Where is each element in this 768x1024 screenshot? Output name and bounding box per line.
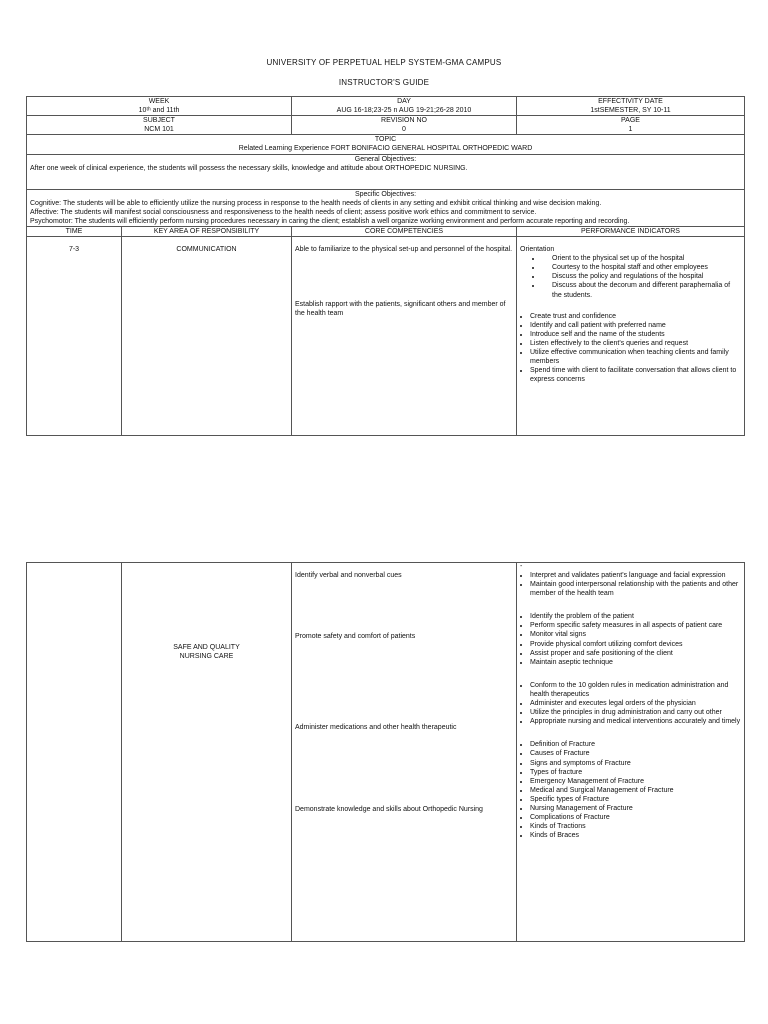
time-cell: 7-3 <box>27 237 122 436</box>
general-objectives-text: After one week of clinical experience, the students will possess the necessary skills, knowledge and attitude about ORTHOPEDIC NURSING. <box>30 164 468 172</box>
core-competencies-safety <box>292 563 517 942</box>
general-objectives-row <box>27 154 745 189</box>
competency-orthopedic: Demonstrate knowledge and skills about Orthopedic Nursing <box>295 806 483 814</box>
effectivity-value: 1stSEMESTER, SY 10-11 <box>590 107 671 115</box>
indicators-communication <box>517 237 745 436</box>
list-item: • Conform to the 10 golden rules in medication administration and health therapeutics <box>530 681 741 699</box>
revision-cell <box>292 116 517 135</box>
list-item: • Identify the problem of the patient <box>530 612 741 621</box>
list-item: • Utilize the principles in drug administration and carry out other <box>530 708 741 717</box>
list-item: • Spend time with client to facilitate conversation that allows client to express concerns <box>530 366 741 384</box>
page-cell <box>517 116 745 135</box>
medications-list <box>520 681 741 726</box>
week-cell <box>27 97 292 116</box>
day-cell <box>292 97 517 116</box>
list-item: • Causes of Fracture <box>530 749 741 758</box>
verbal-cues-list <box>520 571 741 598</box>
key-area-communication: COMMUNICATION <box>122 237 292 436</box>
time-cell-empty <box>27 563 122 942</box>
specific-objectives-row <box>27 189 745 226</box>
competency-medications: Administer medications and other health therapeutic <box>295 724 457 732</box>
indicators-safety <box>517 563 745 942</box>
list-item: • Kinds of Tractions <box>530 822 741 831</box>
list-item: • Interpret and validates patient's language and facial expression <box>530 571 741 580</box>
list-item: • Provide physical comfort utilizing comfort devices <box>530 640 741 649</box>
rapport-list <box>520 312 741 385</box>
key-area-safety-line1: SAFE AND QUALITY <box>173 643 240 651</box>
key-area-safety <box>122 563 292 942</box>
list-item: • Listen effectively to the client's queries and request <box>530 339 741 348</box>
psychomotor-objective: Psychomotor: The students will efficiently perform nursing procedures necessary in caring the client; establish a well organize working environment and perform accurate reporting and recording. <box>30 217 630 225</box>
list-item: • Maintain aseptic technique <box>530 658 741 667</box>
col-key-area-header: KEY AREA OF RESPONSIBILITY <box>122 226 292 236</box>
cognitive-objective: Cognitive: The students will be able to efficiently utilize the nursing process in response to the health needs of clients in any setting and exhibit critical thinking and wise decision making. <box>30 199 602 207</box>
specific-objectives-cell <box>27 189 745 226</box>
list-item: • Utilize effective communication when teaching clients and family members <box>530 348 741 366</box>
effectivity-label: EFFECTIVITY DATE <box>598 98 663 105</box>
list-item: • Kinds of Braces <box>530 831 741 840</box>
week-label: WEEK <box>148 98 170 105</box>
list-item: • Create trust and confidence <box>530 312 741 321</box>
top-mark: - <box>520 563 523 570</box>
list-item: • Courtesy to the hospital staff and other employees <box>542 263 741 272</box>
info-row-2 <box>27 116 745 135</box>
day-value: AUG 16-18;23-25 n AUG 19-21;26-28 2010 <box>336 107 472 115</box>
orientation-list <box>520 254 741 299</box>
guide-table-page1 <box>26 96 745 436</box>
list-item: • Appropriate nursing and medical interventions accurately and timely <box>530 717 741 726</box>
list-item: • Discuss the policy and regulations of the hospital <box>542 272 741 281</box>
list-item: • Signs and symptoms of Fracture <box>530 759 741 768</box>
list-item: • Perform specific safety measures in all aspects of patient care <box>530 621 741 630</box>
col-indicators-header: PERFORMANCE INDICATORS <box>517 226 745 236</box>
list-item: • Medical and Surgical Management of Fracture <box>530 786 741 795</box>
orthopedic-list <box>520 740 741 840</box>
affective-objective: Affective: The students will manifest social consciousness and responsiveness to the health needs of client; assess positive work ethics and commitment to service. <box>30 208 537 216</box>
university-name: UNIVERSITY OF PERPETUAL HELP SYSTEM-GMA CAMPUS <box>266 58 502 67</box>
col-core-header: CORE COMPETENCIES <box>292 226 517 236</box>
list-item: • Specific types of Fracture <box>530 795 741 804</box>
orientation-label: Orientation <box>520 246 555 254</box>
col-time-header: TIME <box>27 226 122 236</box>
list-item: • Introduce self and the name of the students <box>530 330 741 339</box>
week-value: 10ᵗʰ and 11th <box>138 107 180 115</box>
list-item: • Nursing Management of Fracture <box>530 804 741 813</box>
safety-list <box>520 612 741 667</box>
competency-rapport: Establish rapport with the patients, significant others and member of the health team <box>295 301 506 318</box>
list-item: • Identify and call patient with preferred name <box>530 321 741 330</box>
list-item: • Discuss about the decorum and different paraphernalia of the students. <box>542 281 741 299</box>
topic-label: TOPIC <box>374 136 397 144</box>
guide-table-page2 <box>26 562 745 942</box>
document-title: INSTRUCTOR'S GUIDE <box>338 78 430 87</box>
subject-cell <box>27 116 292 135</box>
list-item: • Administer and executes legal orders of the physician <box>530 699 741 708</box>
list-item: • Emergency Management of Fracture <box>530 777 741 786</box>
competency-safety: Promote safety and comfort of patients <box>295 633 416 641</box>
subject-label: SUBJECT <box>143 117 175 125</box>
core-competencies-communication <box>292 237 517 436</box>
info-row-1 <box>27 97 745 116</box>
list-item: • Assist proper and safe positioning of the client <box>530 649 741 658</box>
revision-label: REVISION NO <box>381 117 427 125</box>
competency-familiarize: Able to familiarize to the physical set-up and personnel of the hospital. <box>295 246 513 254</box>
day-label: DAY <box>397 98 411 105</box>
column-header-row <box>27 226 745 236</box>
general-objectives-cell <box>27 154 745 189</box>
list-item: • Orient to the physical set up of the hospital <box>542 254 741 263</box>
key-area-safety-line2: NURSING CARE <box>179 653 234 660</box>
list-item: • Maintain good interpersonal relationship with the patients and other member of the health team <box>530 580 741 598</box>
list-item: • Types of fracture <box>530 768 741 777</box>
general-objectives-label: General Objectives: <box>354 155 417 163</box>
competency-verbal-cues: Identify verbal and nonverbal cues <box>295 572 402 579</box>
effectivity-cell <box>517 97 745 116</box>
list-item: • Monitor vital signs <box>530 630 741 639</box>
revision-value: 0 <box>402 126 406 134</box>
page-value: 1 <box>628 126 633 134</box>
safety-row <box>27 563 745 942</box>
communication-row <box>27 237 745 436</box>
topic-row <box>27 135 745 154</box>
page-label: PAGE <box>621 117 640 125</box>
specific-objectives-label: Specific Objectives: <box>354 190 417 198</box>
topic-cell <box>27 135 745 154</box>
list-item: • Complications of Fracture <box>530 813 741 822</box>
subject-value: NCM 101 <box>144 126 174 134</box>
list-item: • Definition of Fracture <box>530 740 741 749</box>
topic-value: Related Learning Experience FORT BONIFACIO GENERAL HOSPITAL ORTHOPEDIC WARD <box>238 145 533 153</box>
